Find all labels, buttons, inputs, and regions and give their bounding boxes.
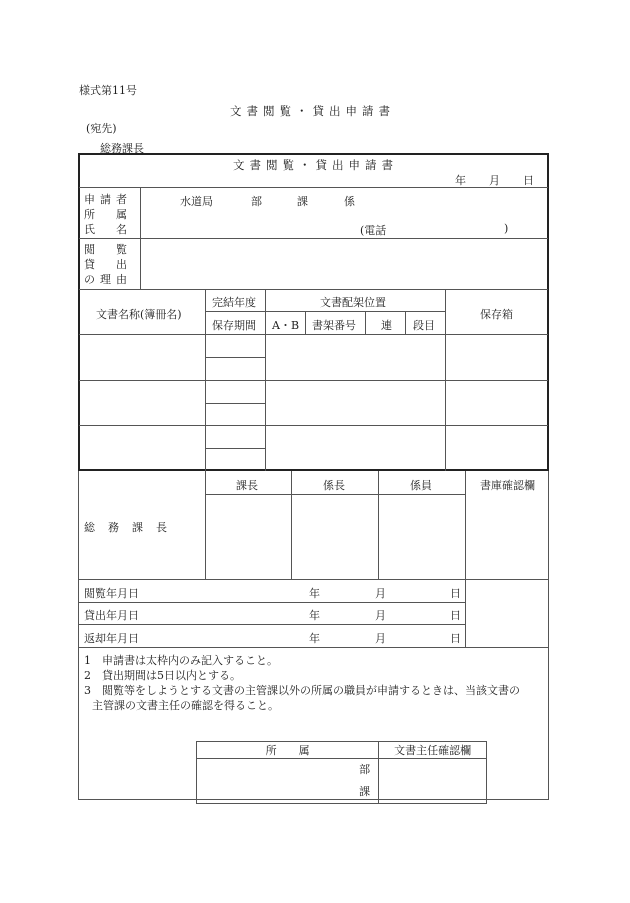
date-year: 年 [455,174,466,187]
general-affairs-chief-label: 総 務 課 長 [84,521,168,534]
date-row-label: 返却年月日 [84,632,139,645]
dept-table-header-left: 所 属 [197,742,379,759]
dept-confirm-table [196,741,487,804]
kakaricho-header: 係長 [323,479,345,492]
dept-table-confirm-cell [379,759,487,804]
date-row-month: 月 [375,587,386,600]
date-row-label: 閲覧年月日 [84,587,139,600]
frame-title: 文書閲覧・貸出申請書 [233,158,398,172]
applicant-label: 申請者 所 属 氏 名 [84,193,132,236]
note-item: 主管課の文書主任の確認を得ること。 [92,699,279,712]
date-row-day: 日 [450,632,461,645]
box-header: 保存箱 [480,308,513,321]
date-month: 月 [489,174,500,187]
doc-name-header: 文書名称(簿冊名) [96,308,182,321]
warehouse-confirm-header: 書庫確認欄 [480,479,535,492]
date-row-year: 年 [309,632,320,645]
dept-table-ka: 課 [359,785,371,798]
note-item: 2 貸出期間は5日以内とする。 [84,669,241,682]
dan-header: 段目 [413,319,435,332]
applicant-section: 課 [297,195,308,208]
date-row-month: 月 [375,609,386,622]
date-row-year: 年 [309,609,320,622]
ren-header: 連 [381,319,392,332]
addressee-name: 総務課長 [100,142,144,155]
kacho-header: 課長 [236,479,258,492]
date-row-day: 日 [450,609,461,622]
ab-header: A・B [272,319,300,332]
applicant-bureau: 水道局 [180,195,213,208]
date-row-year: 年 [309,587,320,600]
shelf-no-header: 書架番号 [312,319,356,332]
retention-period-header: 保存期間 [212,319,256,332]
note-item: 1 申請書は太枠内のみ記入すること。 [84,654,278,667]
completion-year-header: 完結年度 [212,296,256,309]
reason-label: 閲 覧 貸 出 の理由 [84,243,132,286]
form-number: 様式第11号 [79,84,137,97]
date-row-label: 貸出年月日 [84,609,139,622]
applicant-phone-close: ) [504,222,509,235]
dept-table-header-right: 文書主任確認欄 [379,742,487,759]
location-header: 文書配架位置 [320,296,386,309]
dept-table-input-cell [197,759,379,804]
addressee-label: (宛先) [86,122,117,135]
date-row-month: 月 [375,632,386,645]
date-row-day: 日 [450,587,461,600]
applicant-unit: 係 [344,195,355,208]
kakariin-header: 係員 [410,479,432,492]
notes [84,653,520,713]
form-title: 文書閲覧・貸出申請書 [230,104,395,118]
dept-table-bu: 部 [359,763,371,776]
applicant-phone-open: (電話 [360,224,387,237]
date-day: 日 [523,174,534,187]
applicant-dept: 部 [251,195,262,208]
note-item: 3 閲覧等をしようとする文書の主管課以外の所属の職員が申請するときは、当該文書の [84,684,520,697]
